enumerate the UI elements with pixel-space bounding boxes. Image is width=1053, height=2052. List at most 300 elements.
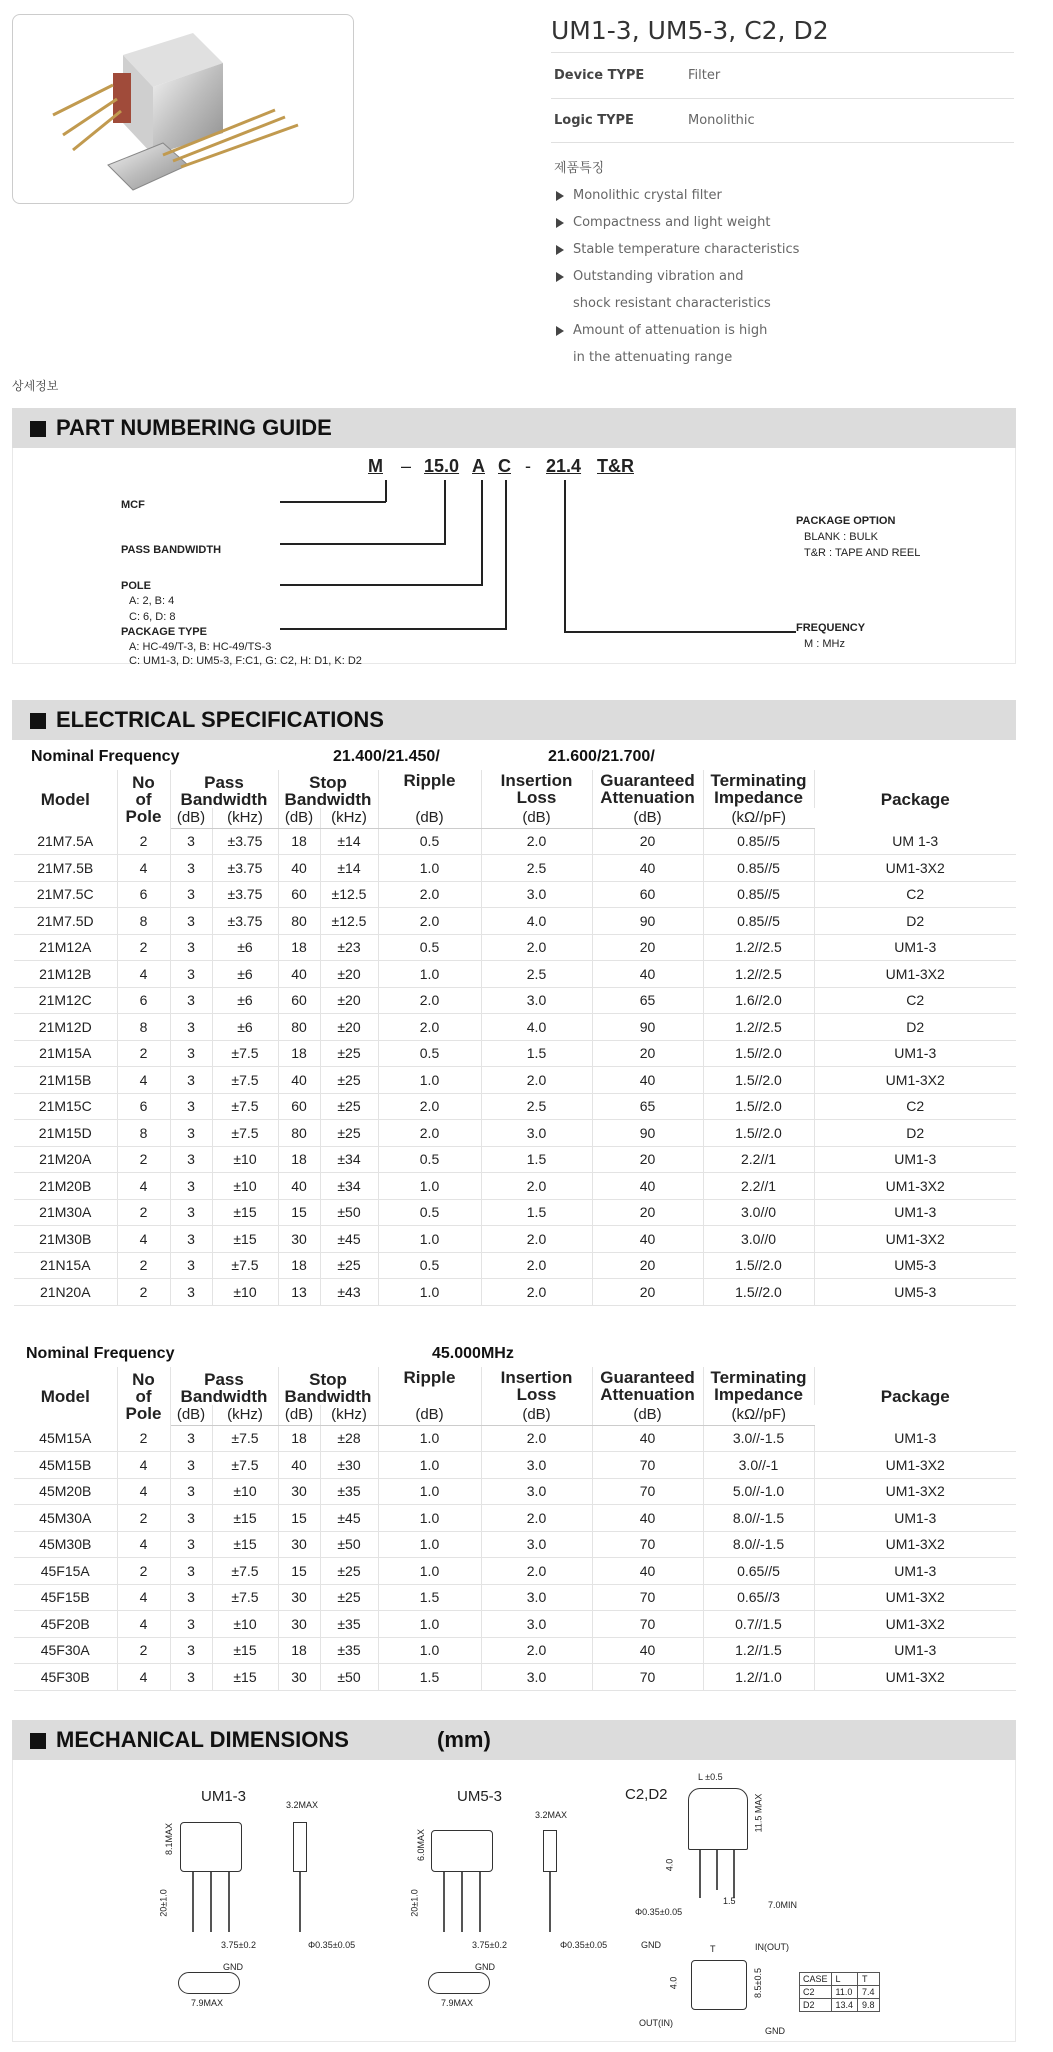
unit-impedance: (kΩ//pF) — [703, 1405, 814, 1425]
c2d2-min-lead: 7.0MIN — [768, 1900, 798, 1910]
table-cell: 2 — [117, 934, 170, 961]
table-cell: 1.5//2.0 — [703, 1279, 814, 1306]
table-cell: 21M15C — [14, 1093, 117, 1120]
um53-pitch: 3.75±0.2 — [472, 1940, 507, 1950]
table-cell: 21M20B — [14, 1173, 117, 1200]
table-cell: 2 — [117, 1040, 170, 1067]
table-cell: 40 — [592, 1505, 703, 1532]
table-cell: 0.7//1.5 — [703, 1611, 814, 1638]
um13-side — [293, 1822, 307, 1872]
table-cell: 1.0 — [378, 1452, 481, 1479]
c2d2-t-label: T — [710, 1944, 716, 1954]
table-cell: 30 — [278, 1531, 320, 1558]
table-cell: 70 — [592, 1664, 703, 1691]
code-pole: A — [472, 456, 485, 476]
table-cell: 4 — [117, 1067, 170, 1094]
square-bullet-icon — [30, 1733, 46, 1749]
table-cell: 3.0//0 — [703, 1199, 814, 1226]
table-cell: 1.5 — [481, 1146, 592, 1173]
triangle-bullet-icon — [556, 245, 564, 255]
table-cell: 0.5 — [378, 1252, 481, 1279]
unit-db: (dB) — [278, 808, 320, 828]
table-row — [14, 1067, 1016, 1094]
package-option-sub: T&R : TAPE AND REEL — [804, 547, 921, 559]
um53-body — [431, 1830, 493, 1872]
table-cell: 3.0 — [481, 987, 592, 1014]
table-cell: 3 — [170, 1279, 212, 1306]
table-cell: UM 1-3 — [814, 828, 1016, 855]
table-cell: 3.0 — [481, 1584, 592, 1611]
table-cell: 8.0//-1.5 — [703, 1531, 814, 1558]
c2d2-lead: 4.0 — [664, 1858, 675, 1872]
table-cell: C2 — [814, 1093, 1016, 1120]
table-cell: 18 — [278, 1637, 320, 1664]
table-cell: 70 — [592, 1452, 703, 1479]
c2d2-pitch: 1.5 — [723, 1896, 736, 1906]
table-cell: 1.0 — [378, 1226, 481, 1253]
table-cell: 1.2//2.5 — [703, 1014, 814, 1041]
frequency-sub: M : MHz — [804, 638, 845, 650]
table-cell: 21M12B — [14, 961, 117, 988]
table-cell: ±25 — [320, 1093, 378, 1120]
table-cell: 60 — [278, 1093, 320, 1120]
table-cell: ±7.5 — [212, 1120, 278, 1147]
table-cell: 8 — [117, 1120, 170, 1147]
table-cell: 2.0 — [481, 1425, 592, 1452]
table-cell: 4 — [117, 1611, 170, 1638]
col-package: Package — [880, 789, 950, 809]
table-cell: 2.5 — [481, 961, 592, 988]
col-model: Model — [14, 1367, 117, 1425]
col-ripple: Ripple — [378, 1367, 481, 1405]
table-cell: 1.0 — [378, 961, 481, 988]
package-option-label: PACKAGE OPTION — [796, 515, 896, 527]
unit-db: (dB) — [592, 1405, 703, 1425]
um53-lead: 20±1.0 — [409, 1889, 420, 1917]
table-cell: 3 — [170, 1584, 212, 1611]
c2d2-bottom-view — [691, 1960, 747, 2010]
table-cell: 40 — [278, 961, 320, 988]
mechanical-dimensions-header: MECHANICAL DIMENSIONS (mm) — [12, 1720, 1016, 1760]
table-cell: 30 — [278, 1611, 320, 1638]
table-cell: ±7.5 — [212, 1252, 278, 1279]
table-cell: 40 — [592, 1425, 703, 1452]
table-cell: 70 — [592, 1478, 703, 1505]
table-cell: 45F20B — [14, 1611, 117, 1638]
table-cell: 2.0 — [378, 1014, 481, 1041]
table-cell: 0.65//3 — [703, 1584, 814, 1611]
table-cell: 1.5//2.0 — [703, 1067, 814, 1094]
table-cell: 8 — [117, 1014, 170, 1041]
code-dash: – — [401, 456, 412, 476]
table-cell: 21N20A — [14, 1279, 117, 1306]
table-cell: ±6 — [212, 987, 278, 1014]
table-cell: 21M7.5B — [14, 855, 117, 882]
table-cell: 2.0 — [481, 934, 592, 961]
table-cell: UM1-3X2 — [814, 1067, 1016, 1094]
table-cell: 20 — [592, 1252, 703, 1279]
table-cell: 4 — [117, 961, 170, 988]
table-cell: 1.2//1.0 — [703, 1664, 814, 1691]
table-row — [14, 881, 1016, 908]
table-cell: 3 — [170, 1478, 212, 1505]
table-cell: ±25 — [320, 1120, 378, 1147]
table-cell: 18 — [278, 828, 320, 855]
table-cell: 30 — [278, 1478, 320, 1505]
table-cell: 0.5 — [378, 934, 481, 961]
table-cell: 2.0 — [481, 1505, 592, 1532]
triangle-bullet-icon — [556, 326, 564, 336]
table-cell: 1.0 — [378, 1478, 481, 1505]
table-cell: 18 — [278, 1252, 320, 1279]
table-cell: 2.0 — [481, 1252, 592, 1279]
code-frequency: 21.4 — [546, 456, 582, 476]
um13-width: 3.2MAX — [286, 1800, 319, 1810]
table-cell: 1.0 — [378, 1531, 481, 1558]
um13-diameter: Φ0.35±0.05 — [308, 1940, 356, 1950]
table-cell: 45F30A — [14, 1637, 117, 1664]
um53-title: UM5-3 — [457, 1788, 503, 1805]
table-cell: 2.0 — [378, 908, 481, 935]
table-cell: 8.0//-1.5 — [703, 1505, 814, 1532]
feature-item-cont: shock resistant characteristics — [573, 296, 771, 311]
table-row — [14, 1452, 1016, 1479]
table-cell: 0.85//5 — [703, 855, 814, 882]
table-cell: 1.0 — [378, 1173, 481, 1200]
um13-title: UM1-3 — [201, 1788, 247, 1805]
table-cell: 2.0 — [481, 1558, 592, 1585]
table-row — [14, 1425, 1016, 1452]
feature-item: Outstanding vibration and — [556, 263, 799, 290]
code-package-option: T&R — [597, 456, 634, 476]
table-row — [14, 1093, 1016, 1120]
table-cell: UM1-3X2 — [814, 1452, 1016, 1479]
table-cell: 0.85//5 — [703, 881, 814, 908]
table-cell: ±12.5 — [320, 881, 378, 908]
table-row — [14, 1014, 1016, 1041]
product-image — [12, 14, 354, 204]
table-cell: UM5-3 — [814, 1279, 1016, 1306]
table-cell: 4 — [117, 1173, 170, 1200]
nominal-frequency-value: 45.000MHz — [432, 1345, 514, 1362]
table-row — [14, 1637, 1016, 1664]
feature-item: Amount of attenuation is high — [556, 317, 799, 344]
package-option-sub: BLANK : BULK — [804, 531, 878, 543]
table-cell: 1.5//2.0 — [703, 1040, 814, 1067]
table-cell: ±7.5 — [212, 1558, 278, 1585]
table-cell: ±28 — [320, 1425, 378, 1452]
table-cell: 6 — [117, 1093, 170, 1120]
product-title: UM1-3, UM5-3, C2, D2 — [551, 16, 829, 45]
table-cell: 18 — [278, 1146, 320, 1173]
table-cell: UM1-3 — [814, 1637, 1016, 1664]
table-cell: 0.85//5 — [703, 828, 814, 855]
table-cell: 15 — [278, 1199, 320, 1226]
table-cell: 1.0 — [378, 1425, 481, 1452]
nominal-frequency-label: Nominal Frequency — [26, 1345, 175, 1362]
table-cell: UM1-3 — [814, 1146, 1016, 1173]
table-cell: 90 — [592, 1120, 703, 1147]
table-cell: 1.5 — [481, 1199, 592, 1226]
table-cell: 40 — [592, 1558, 703, 1585]
table-cell: 80 — [278, 908, 320, 935]
table-cell: 2 — [117, 1558, 170, 1585]
case-dimension-table: CASE L T C2 11.0 7.4 D2 13.4 9.8 — [799, 1972, 880, 2012]
table-cell: 18 — [278, 1040, 320, 1067]
table-cell: 2.5 — [481, 1093, 592, 1120]
table-cell: 3 — [170, 828, 212, 855]
unit-khz: (kHz) — [320, 808, 378, 828]
table-cell: 80 — [278, 1120, 320, 1147]
table-cell: ±7.5 — [212, 1452, 278, 1479]
c2d2-body — [688, 1788, 748, 1850]
code-mcf: M — [368, 456, 383, 476]
table-cell: ±25 — [320, 1252, 378, 1279]
table-cell: 3 — [170, 908, 212, 935]
um53-base-width: 7.9MAX — [441, 1998, 474, 2008]
table-cell: UM5-3 — [814, 1252, 1016, 1279]
table-cell: 2.0 — [378, 1093, 481, 1120]
col-pole: No of Pole — [117, 770, 170, 828]
c2d2-dim-85: 8.5±0.5 — [752, 1968, 763, 1998]
col-impedance: Terminating Impedance — [703, 1367, 814, 1405]
table-cell: ±50 — [320, 1531, 378, 1558]
table-cell: 3.0 — [481, 1120, 592, 1147]
unit-db: (dB) — [378, 1405, 481, 1425]
table-cell: ±35 — [320, 1478, 378, 1505]
table-cell: UM1-3 — [814, 1505, 1016, 1532]
table-cell: 2 — [117, 828, 170, 855]
table-cell: ±6 — [212, 934, 278, 961]
table-cell: 4 — [117, 1664, 170, 1691]
table-cell: ±10 — [212, 1611, 278, 1638]
col-model: Model — [14, 770, 117, 828]
table-row — [14, 1531, 1016, 1558]
col-pole: No of Pole — [117, 1367, 170, 1425]
table-cell: 21M30A — [14, 1199, 117, 1226]
table-cell: ±45 — [320, 1226, 378, 1253]
table-cell: ±14 — [320, 828, 378, 855]
table-cell: 3 — [170, 881, 212, 908]
table-cell: 6 — [117, 987, 170, 1014]
table-row — [14, 1173, 1016, 1200]
table-cell: ±14 — [320, 855, 378, 882]
table-cell: C2 — [814, 881, 1016, 908]
table-cell: 45F15A — [14, 1558, 117, 1585]
table-cell: 3 — [170, 1120, 212, 1147]
table-cell: ±15 — [212, 1637, 278, 1664]
table-cell: 20 — [592, 1279, 703, 1306]
table-cell: 21M20A — [14, 1146, 117, 1173]
col-stop-bandwidth: Stop Bandwidth — [278, 770, 378, 808]
table-row — [14, 1505, 1016, 1532]
table-cell: 8 — [117, 908, 170, 935]
table-cell: 15 — [278, 1558, 320, 1585]
table-row — [14, 908, 1016, 935]
table-cell: 45M15A — [14, 1425, 117, 1452]
table-cell: 4.0 — [481, 1014, 592, 1041]
unit-db: (dB) — [378, 808, 481, 828]
unit-impedance: (kΩ//pF) — [703, 808, 814, 828]
features-list — [556, 182, 799, 371]
feature-item: Compactness and light weight — [556, 209, 799, 236]
table-cell: 60 — [278, 881, 320, 908]
pole-sub: A: 2, B: 4 — [129, 595, 175, 607]
device-type-value: Filter — [688, 68, 721, 83]
unit-db: (dB) — [481, 808, 592, 828]
feature-item: Stable temperature characteristics — [556, 236, 799, 263]
table-cell: 40 — [592, 1226, 703, 1253]
um53-height: 6.0MAX — [416, 1828, 427, 1862]
table-cell: 2.0 — [378, 881, 481, 908]
table-cell: 1.0 — [378, 1505, 481, 1532]
table-cell: 2.0 — [481, 828, 592, 855]
table-row — [14, 987, 1016, 1014]
table-cell: 40 — [592, 1173, 703, 1200]
table-cell: ±34 — [320, 1173, 378, 1200]
table-cell: 2.0 — [481, 1226, 592, 1253]
table-cell: UM1-3X2 — [814, 855, 1016, 882]
table-cell: 70 — [592, 1584, 703, 1611]
c2d2-gnd-label: GND — [641, 1940, 661, 1950]
table-cell: ±34 — [320, 1146, 378, 1173]
table-cell: 40 — [592, 1637, 703, 1664]
electrical-specs-header: ELECTRICAL SPECIFICATIONS — [12, 700, 1016, 740]
crystal-filter-photo — [13, 15, 354, 204]
triangle-bullet-icon — [556, 218, 564, 228]
table-cell: ±20 — [320, 987, 378, 1014]
table-cell: 3.0 — [481, 1611, 592, 1638]
table-row — [14, 934, 1016, 961]
table-cell: 0.65//5 — [703, 1558, 814, 1585]
code-package: C — [498, 456, 511, 476]
table-cell: 3 — [170, 987, 212, 1014]
table-cell: 1.5 — [481, 1040, 592, 1067]
table-cell: 21M15A — [14, 1040, 117, 1067]
table-cell: ±30 — [320, 1452, 378, 1479]
table-cell: 21M30B — [14, 1226, 117, 1253]
table-cell: 0.85//5 — [703, 908, 814, 935]
table-cell: UM1-3X2 — [814, 1584, 1016, 1611]
c2d2-length: L ±0.5 — [698, 1772, 723, 1782]
um53-base — [428, 1972, 490, 1994]
table-cell: D2 — [814, 908, 1016, 935]
table-cell: 3 — [170, 1067, 212, 1094]
table-cell: 45M30A — [14, 1505, 117, 1532]
table-cell: ±7.5 — [212, 1425, 278, 1452]
um13-base-width: 7.9MAX — [191, 1998, 224, 2008]
table-cell: UM1-3X2 — [814, 961, 1016, 988]
table-cell: ±15 — [212, 1531, 278, 1558]
table-cell: ±6 — [212, 961, 278, 988]
table-cell: 40 — [278, 1067, 320, 1094]
table-cell: 1.0 — [378, 1067, 481, 1094]
table-cell: ±7.5 — [212, 1040, 278, 1067]
table-cell: 2 — [117, 1252, 170, 1279]
table-cell: 65 — [592, 1093, 703, 1120]
code-bandwidth: 15.0 — [424, 456, 460, 476]
table-cell: 90 — [592, 908, 703, 935]
table-cell: ±35 — [320, 1611, 378, 1638]
table-cell: 40 — [278, 1452, 320, 1479]
c2d2-height: 11.5 MAX — [753, 1793, 764, 1833]
table-cell: 1.0 — [378, 1637, 481, 1664]
table-cell: 4 — [117, 1452, 170, 1479]
table-cell: 3 — [170, 1252, 212, 1279]
detail-label: 상세정보 — [12, 379, 59, 393]
table-cell: 2 — [117, 1146, 170, 1173]
table-cell: 18 — [278, 1425, 320, 1452]
code-dash: - — [525, 456, 531, 476]
um13-base — [178, 1972, 240, 1994]
table-cell: ±25 — [320, 1584, 378, 1611]
table-cell: ±20 — [320, 961, 378, 988]
unit-db: (dB) — [170, 808, 212, 828]
features-title: 제품특징 — [554, 161, 605, 176]
table-cell: 40 — [592, 1067, 703, 1094]
nominal-frequency-value: 21.400/21.450/ — [333, 748, 440, 765]
table-cell: 2.2//1 — [703, 1173, 814, 1200]
table-cell: ±3.75 — [212, 855, 278, 882]
package-sub: C: UM1-3, D: UM5-3, F:C1, G: C2, H: D1, K: D2 — [129, 655, 362, 667]
table-cell: 1.0 — [378, 1279, 481, 1306]
table-cell: 3.0 — [481, 1664, 592, 1691]
table-cell: 2.0 — [481, 1067, 592, 1094]
package-label: PACKAGE TYPE — [121, 626, 207, 638]
table-cell: ±15 — [212, 1664, 278, 1691]
part-numbering-guide — [12, 448, 1016, 667]
table-cell: 18 — [278, 934, 320, 961]
table-cell: UM1-3X2 — [814, 1531, 1016, 1558]
table-cell: UM1-3X2 — [814, 1478, 1016, 1505]
c2d2-in-out: IN(OUT) — [755, 1942, 789, 1952]
table-cell: 45F30B — [14, 1664, 117, 1691]
table-cell: 1.5 — [378, 1584, 481, 1611]
table-cell: 2 — [117, 1425, 170, 1452]
table-cell: 3.0 — [481, 1531, 592, 1558]
table-cell: UM1-3X2 — [814, 1173, 1016, 1200]
table-cell: 21M12D — [14, 1014, 117, 1041]
table-cell: D2 — [814, 1014, 1016, 1041]
table-cell: 3.0 — [481, 881, 592, 908]
frequency-label: FREQUENCY — [796, 622, 866, 634]
table-cell: 3 — [170, 1505, 212, 1532]
table-cell: 30 — [278, 1584, 320, 1611]
table-cell: 3 — [170, 1558, 212, 1585]
table-cell: ±45 — [320, 1505, 378, 1532]
c2d2-out-in: OUT(IN) — [639, 2018, 673, 2028]
table-cell: 1.0 — [378, 1611, 481, 1638]
table-cell: ±20 — [320, 1014, 378, 1041]
table-cell: 6 — [117, 881, 170, 908]
table-row — [14, 961, 1016, 988]
table-cell: ±3.75 — [212, 881, 278, 908]
table-row — [14, 1279, 1016, 1306]
table-cell: 20 — [592, 1040, 703, 1067]
table-cell: 45F15B — [14, 1584, 117, 1611]
table-cell: 21M15B — [14, 1067, 117, 1094]
unit-db: (dB) — [592, 808, 703, 828]
pole-label: POLE — [121, 580, 151, 592]
unit-khz: (kHz) — [320, 1405, 378, 1425]
table-row — [14, 1611, 1016, 1638]
table-cell: 3.0//-1.5 — [703, 1425, 814, 1452]
unit-db: (dB) — [170, 1405, 212, 1425]
table-cell: 3 — [170, 1040, 212, 1067]
table-cell: UM1-3 — [814, 1558, 1016, 1585]
table-cell: 70 — [592, 1531, 703, 1558]
c2d2-diameter: Φ0.35±0.05 — [635, 1907, 683, 1917]
